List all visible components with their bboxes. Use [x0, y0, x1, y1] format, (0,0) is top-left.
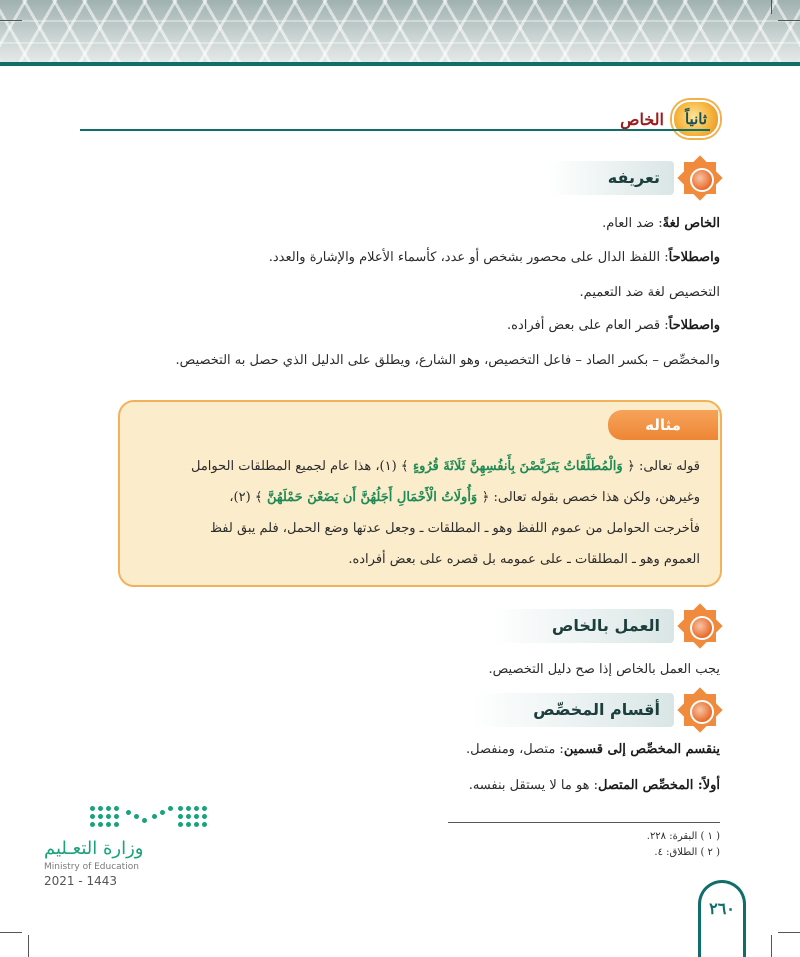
- crop-mark: [0, 932, 22, 933]
- divisions-line-1: [80, 740, 720, 760]
- example-text: ﴾ (١)، هذا عام لجميع المطلقات الحوامل: [191, 459, 409, 474]
- example-tab: مثاله: [608, 410, 718, 440]
- example-line-1: [130, 456, 700, 478]
- subhead-practice-label: العمل بالخاص: [492, 609, 674, 643]
- page-number: ٢٦٠: [698, 880, 746, 957]
- example-text: قوله تعالى: ﴿: [627, 459, 700, 474]
- divisions-text: : هو ما لا يستقل بنفسه.: [468, 778, 599, 793]
- crop-mark: [778, 932, 800, 933]
- definition-text: : اللفظ الدال على محصور بشخص أو عدد، كأسماء الأعلام والإشارة والعدد.: [268, 250, 669, 265]
- section-number-badge: ثانياً: [672, 100, 720, 138]
- section-heading: [620, 100, 720, 138]
- term-istilahan: واصطلاحاً: [668, 250, 720, 265]
- subhead-practice: [492, 606, 720, 646]
- quran-verse: وَالْمُطَلَّقَاتُ يَتَرَبَّصْنَ بِأَنفُسِهِنَّ ثَلَاثَةَ قُرُوءٍ: [408, 459, 628, 474]
- crop-mark: [0, 20, 22, 21]
- example-line-3: فأخرجت الحوامل من عموم اللفظ وهو ـ المطلقات ـ وجعل عدتها وضع الحمل، فلم يبق لفظ: [209, 521, 700, 536]
- star-bullet-icon: [680, 690, 720, 730]
- footnote-1: ( ١ ) البقرة: ٢٢٨.: [646, 831, 720, 842]
- subhead-definition-label: تعريفه: [548, 161, 674, 195]
- definition-line-4: [80, 316, 720, 336]
- logo-year: 2021 - 1443: [44, 874, 118, 888]
- subhead-divisions: [473, 690, 720, 730]
- example-text: ﴾ (٢)،: [229, 490, 263, 505]
- term-istilahan: واصطلاحاً: [668, 318, 720, 333]
- subhead-divisions-label: أقسام المخصِّص: [473, 693, 674, 727]
- footnote-rule: [448, 822, 720, 823]
- definition-line-5: والمخصِّص – بكسر الصاد – فاعل التخصيص، وهو الشارع، ويطلق على الدليل الذي حصل به التخصيص.: [175, 353, 720, 368]
- example-text: وغيرهن، ولكن هذا خصص بقوله تعالى: ﴿: [481, 490, 700, 505]
- practice-text: يجب العمل بالخاص إذا صح دليل التخصيص.: [488, 662, 720, 677]
- divisions-text: : متصل، ومنفصل.: [465, 742, 564, 757]
- footnote-2: ( ٢ ) الطلاق: ٤.: [654, 847, 720, 858]
- header-pattern-banner: [0, 0, 800, 66]
- definition-line-2: [80, 248, 720, 268]
- divisions-line-2: [80, 776, 720, 796]
- divisions-connected-term: أولاً: المخصِّص المتصل: [598, 778, 720, 793]
- subhead-definition: [548, 158, 720, 198]
- logo-dots-icon: [90, 800, 230, 830]
- crop-mark: [771, 935, 772, 957]
- quran-verse: وَأُولَاتُ الْأَحْمَالِ أَجَلُهُنَّ أَن يَضَعْنَ حَمْلَهُنَّ: [262, 490, 482, 505]
- definition-text: : ضد العام.: [602, 216, 663, 231]
- section-rule: [80, 129, 710, 131]
- definition-line-3: التخصيص لغة ضد التعميم.: [579, 285, 720, 300]
- star-bullet-icon: [680, 158, 720, 198]
- definition-text: : قصر العام على بعض أفراده.: [507, 318, 669, 333]
- divisions-term: ينقسم المخصِّص إلى قسمين: [563, 742, 720, 757]
- example-line-2: [130, 487, 700, 509]
- section-title: الخاص: [620, 109, 664, 129]
- crop-mark: [771, 0, 772, 14]
- definition-line-1: [80, 214, 720, 234]
- example-line-4: العموم وهو ـ المطلقات ـ على عمومه بل قصره على بعض أفراده.: [348, 552, 700, 567]
- header-rule: [0, 62, 800, 66]
- star-bullet-icon: [680, 606, 720, 646]
- term-khas-lughatan: الخاص لغةً: [662, 216, 720, 231]
- logo-arabic-text: وزارة التعـليم: [44, 838, 144, 859]
- ministry-logo: [44, 800, 214, 900]
- crop-mark: [778, 20, 800, 21]
- logo-english-text: Ministry of Education: [44, 862, 139, 872]
- crop-mark: [28, 935, 29, 957]
